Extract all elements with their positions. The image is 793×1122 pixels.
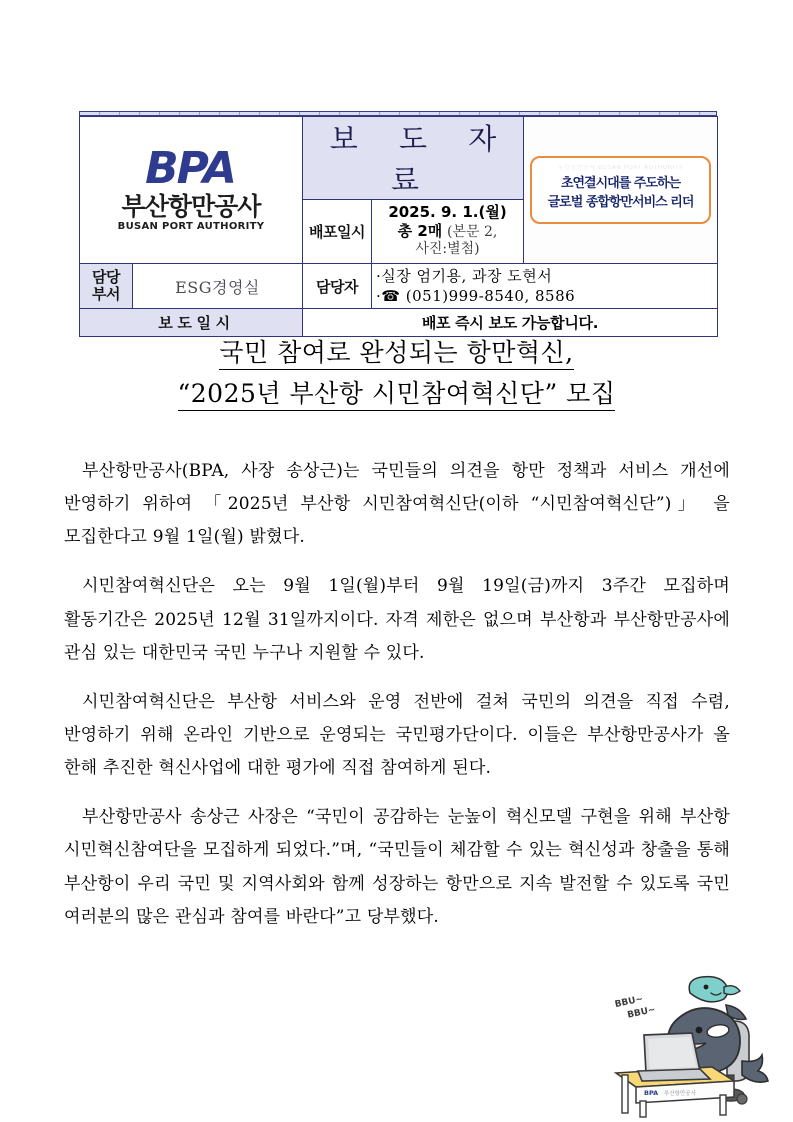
department-label-line-1: 담당 <box>92 268 120 287</box>
bpa-name-english: BUSAN PORT AUTHORITY <box>117 221 265 233</box>
department-value: ESG경영실 <box>133 263 303 309</box>
embargo-label: 보 도 일 시 <box>80 309 303 337</box>
article-body <box>64 455 730 934</box>
distribute-value-cell <box>372 200 524 264</box>
distribute-label: 배포일시 <box>303 200 372 264</box>
paragraph-2: 시민참여혁신단은 오는 9월 1일(월)부터 9월 19일(금)까지 3주간 모집하며 활동기간은 2025년 12월 31일까지이다. 자격 제한은 없으며 부산항과 부산항만공사에 관심 있는 대한민국 국민 누구나 지원할 수 있다. <box>64 576 730 663</box>
desk-bpa-label: BPA <box>644 1089 659 1097</box>
svg-text:부산항만공사: 부산항만공사 <box>664 1091 696 1097</box>
table-row-contact <box>80 263 718 309</box>
bpa-logo-cell <box>80 117 303 264</box>
distribute-pages-line <box>376 222 519 242</box>
distribute-date: 2025. 9. 1.(월) <box>388 203 507 221</box>
slogan-cell <box>524 117 718 264</box>
speech-line-2: BBU~ <box>626 1004 657 1021</box>
slogan-faint-text: 부산항만공사 BUSAN PORT AUTHORITY <box>557 165 684 172</box>
paragraph-4: 부산항만공사 송상근 사장은 “국민이 공감하는 눈높이 혁신모델 구현을 위해 부산항 시민혁신참여단을 모집하게 되었다.”며, “국민들이 체감할 수 있는 혁신성과 창출을 통해 부산항이 우리 국민 및 지역사회와 함께 성장하는 항만으로 지속 발전할 수 있도록 국민 여러분의 많은 관심과 참여를 바란다”고 당부했다. <box>64 807 730 927</box>
mascot-illustration <box>608 975 784 1118</box>
page-title <box>0 333 793 414</box>
department-label <box>80 263 133 309</box>
bpa-logo <box>80 143 302 233</box>
manager-contact-cell <box>372 263 718 309</box>
embargo-value: 배포 즉시 보도 가능합니다. <box>303 309 718 337</box>
bpa-name-korean: 부산항만공사 <box>121 192 261 222</box>
manager-label: 담당자 <box>303 263 372 309</box>
title-line-1-text: 국민 참여로 완성되는 항만혁신, <box>219 338 573 370</box>
bpa-wordmark-icon <box>145 143 237 195</box>
manager-names: ·실장 엄기용, 과장 도현서 <box>376 266 553 285</box>
speech-line-1: BBU~ <box>614 994 645 1011</box>
slogan-box <box>530 156 711 224</box>
distribute-note-1: (본문 2, <box>447 223 498 240</box>
manager-phone-number: (051)999-8540, 8586 <box>405 287 576 305</box>
paragraph-3: 시민참여혁신단은 부산항 서비스와 운영 전반에 걸쳐 국민의 의견을 직접 수렴, 반영하기 위해 온라인 기반으로 운영되는 국민평가단이다. 이들은 부산항만공사가 올 한해 추진한 혁신사업에 대한 평가에 직접 참여하게 된다. <box>64 691 730 779</box>
slogan-line-1: 초연결시대를 주도하는 <box>560 176 681 192</box>
title-line-2-text: “2025년 부산항 시민참여혁신단” 모집 <box>178 379 616 411</box>
title-line-1 <box>0 333 793 374</box>
paragraph-1: 부산항만공사(BPA, 사장 송상근)는 국민들의 의견을 항만 정책과 서비스 개선에 반영하기 위하여 「2025년 부산항 시민참여혁신단(이하 “시민참여혁신단”)」 을 모집한다고 9월 1일(월) 밝혔다. <box>64 461 730 548</box>
table-row-logo-title <box>80 117 718 200</box>
distribute-note-2: 사진:별첨) <box>415 241 480 258</box>
bpa-wordmark-text: BPA <box>145 143 235 195</box>
slogan-line-2: 글로벌 종합항만서비스 리더 <box>547 194 694 210</box>
document-type-title: 보 도 자 료 <box>303 117 524 200</box>
manager-phone-line: ·☎ (051)999-8540, 8586 <box>376 287 576 305</box>
title-line-2 <box>0 374 793 415</box>
distribute-pages: 총 2매 <box>397 221 443 240</box>
phone-icon: ☎ <box>381 287 401 305</box>
press-release-header-table <box>79 116 718 337</box>
department-label-line-2: 부서 <box>92 285 120 303</box>
